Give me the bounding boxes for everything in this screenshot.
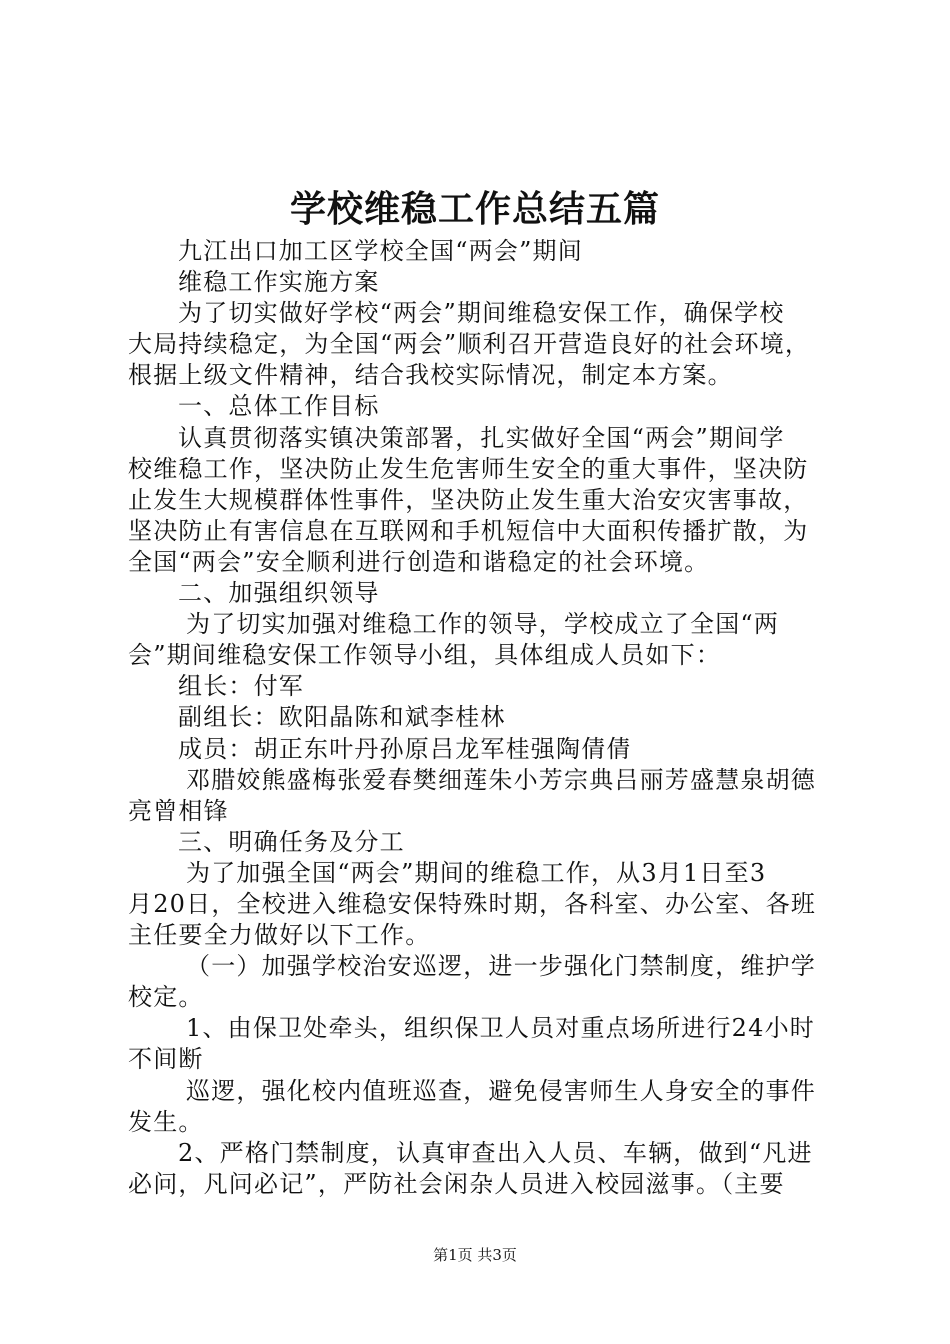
paragraph-line: 邓腊姣熊盛梅张爱春樊细莲朱小芳宗典吕丽芳盛慧泉胡德: [186, 765, 816, 794]
document-body: [128, 236, 834, 1200]
paragraph-line: 一、总体工作目标: [178, 392, 380, 421]
paragraph-line: 根据上级文件精神，结合我校实际情况，制定本方案。: [128, 361, 733, 390]
paragraph-line: 为了加强全国“两会”期间的维稳工作，从3月1日至3: [186, 858, 767, 887]
paragraph-line: 成员：胡正东叶丹孙原吕龙军桂强陶倩倩: [178, 734, 632, 763]
paragraph-line: 校维稳工作，坚决防止发生危害师生安全的重大事件，坚决防: [128, 454, 809, 483]
paragraph-line: 1、由保卫处牵头，组织保卫人员对重点场所进行24小时: [186, 1014, 816, 1043]
paragraph-line: 维稳工作实施方案: [178, 268, 380, 297]
page-footer: 第1页 共3页: [433, 1246, 517, 1264]
paragraph-line: 副组长：欧阳晶陈和斌李桂林: [178, 703, 506, 732]
paragraph-line: 坚决防止有害信息在互联网和手机短信中大面积传播扩散，为: [128, 516, 809, 545]
document-title: 学校维稳工作总结五篇: [289, 188, 660, 230]
paragraph-line: 认真贯彻落实镇决策部署，扎实做好全国“两会”期间学: [178, 423, 785, 452]
paragraph-line: 月20日，全校进入维稳安保特殊时期，各科室、办公室、各班: [128, 889, 817, 918]
paragraph-line: 必问，凡问必记”，严防社会闲杂人员进入校园滋事。（主要: [128, 1169, 785, 1198]
paragraph-line: 发生。: [128, 1107, 204, 1136]
paragraph-line: 组长：付军: [178, 672, 304, 701]
paragraph-line: 会”期间维稳安保工作领导小组，具体组成人员如下：: [128, 641, 722, 670]
paragraph-line: 九江出口加工区学校全国“两会”期间: [178, 237, 583, 265]
paragraph-line: 校定。: [128, 983, 204, 1012]
paragraph-line: 为了切实做好学校“两会”期间维稳安保工作，确保学校: [178, 299, 785, 328]
paragraph-line: 不间断: [128, 1045, 204, 1074]
paragraph-line: 亮曾相锋: [128, 796, 229, 825]
paragraph-line: 全国“两会”安全顺利进行创造和谐稳定的社会环境。: [128, 547, 710, 576]
paragraph-line: 止发生大规模群体性事件，坚决防止发生重大治安灾害事故，: [128, 485, 809, 514]
paragraph-line: 巡逻，强化校内值班巡查，避免侵害师生人身安全的事件: [186, 1076, 816, 1105]
paragraph-line: 二、加强组织领导: [178, 579, 380, 608]
paragraph-line: 大局持续稳定，为全国“两会”顺利召开营造良好的社会环境，: [128, 330, 811, 359]
paragraph-line: 三、明确任务及分工: [178, 827, 405, 856]
paragraph-line: 2、严格门禁制度，认真审查出入人员、车辆，做到“凡进: [178, 1138, 813, 1167]
paragraph-line: 主任要全力做好以下工作。: [128, 921, 431, 950]
paragraph-line: 为了切实加强对维稳工作的领导，学校成立了全国“两: [186, 610, 780, 639]
paragraph-line: （一）加强学校治安巡逻，进一步强化门禁制度，维护学: [186, 952, 816, 981]
